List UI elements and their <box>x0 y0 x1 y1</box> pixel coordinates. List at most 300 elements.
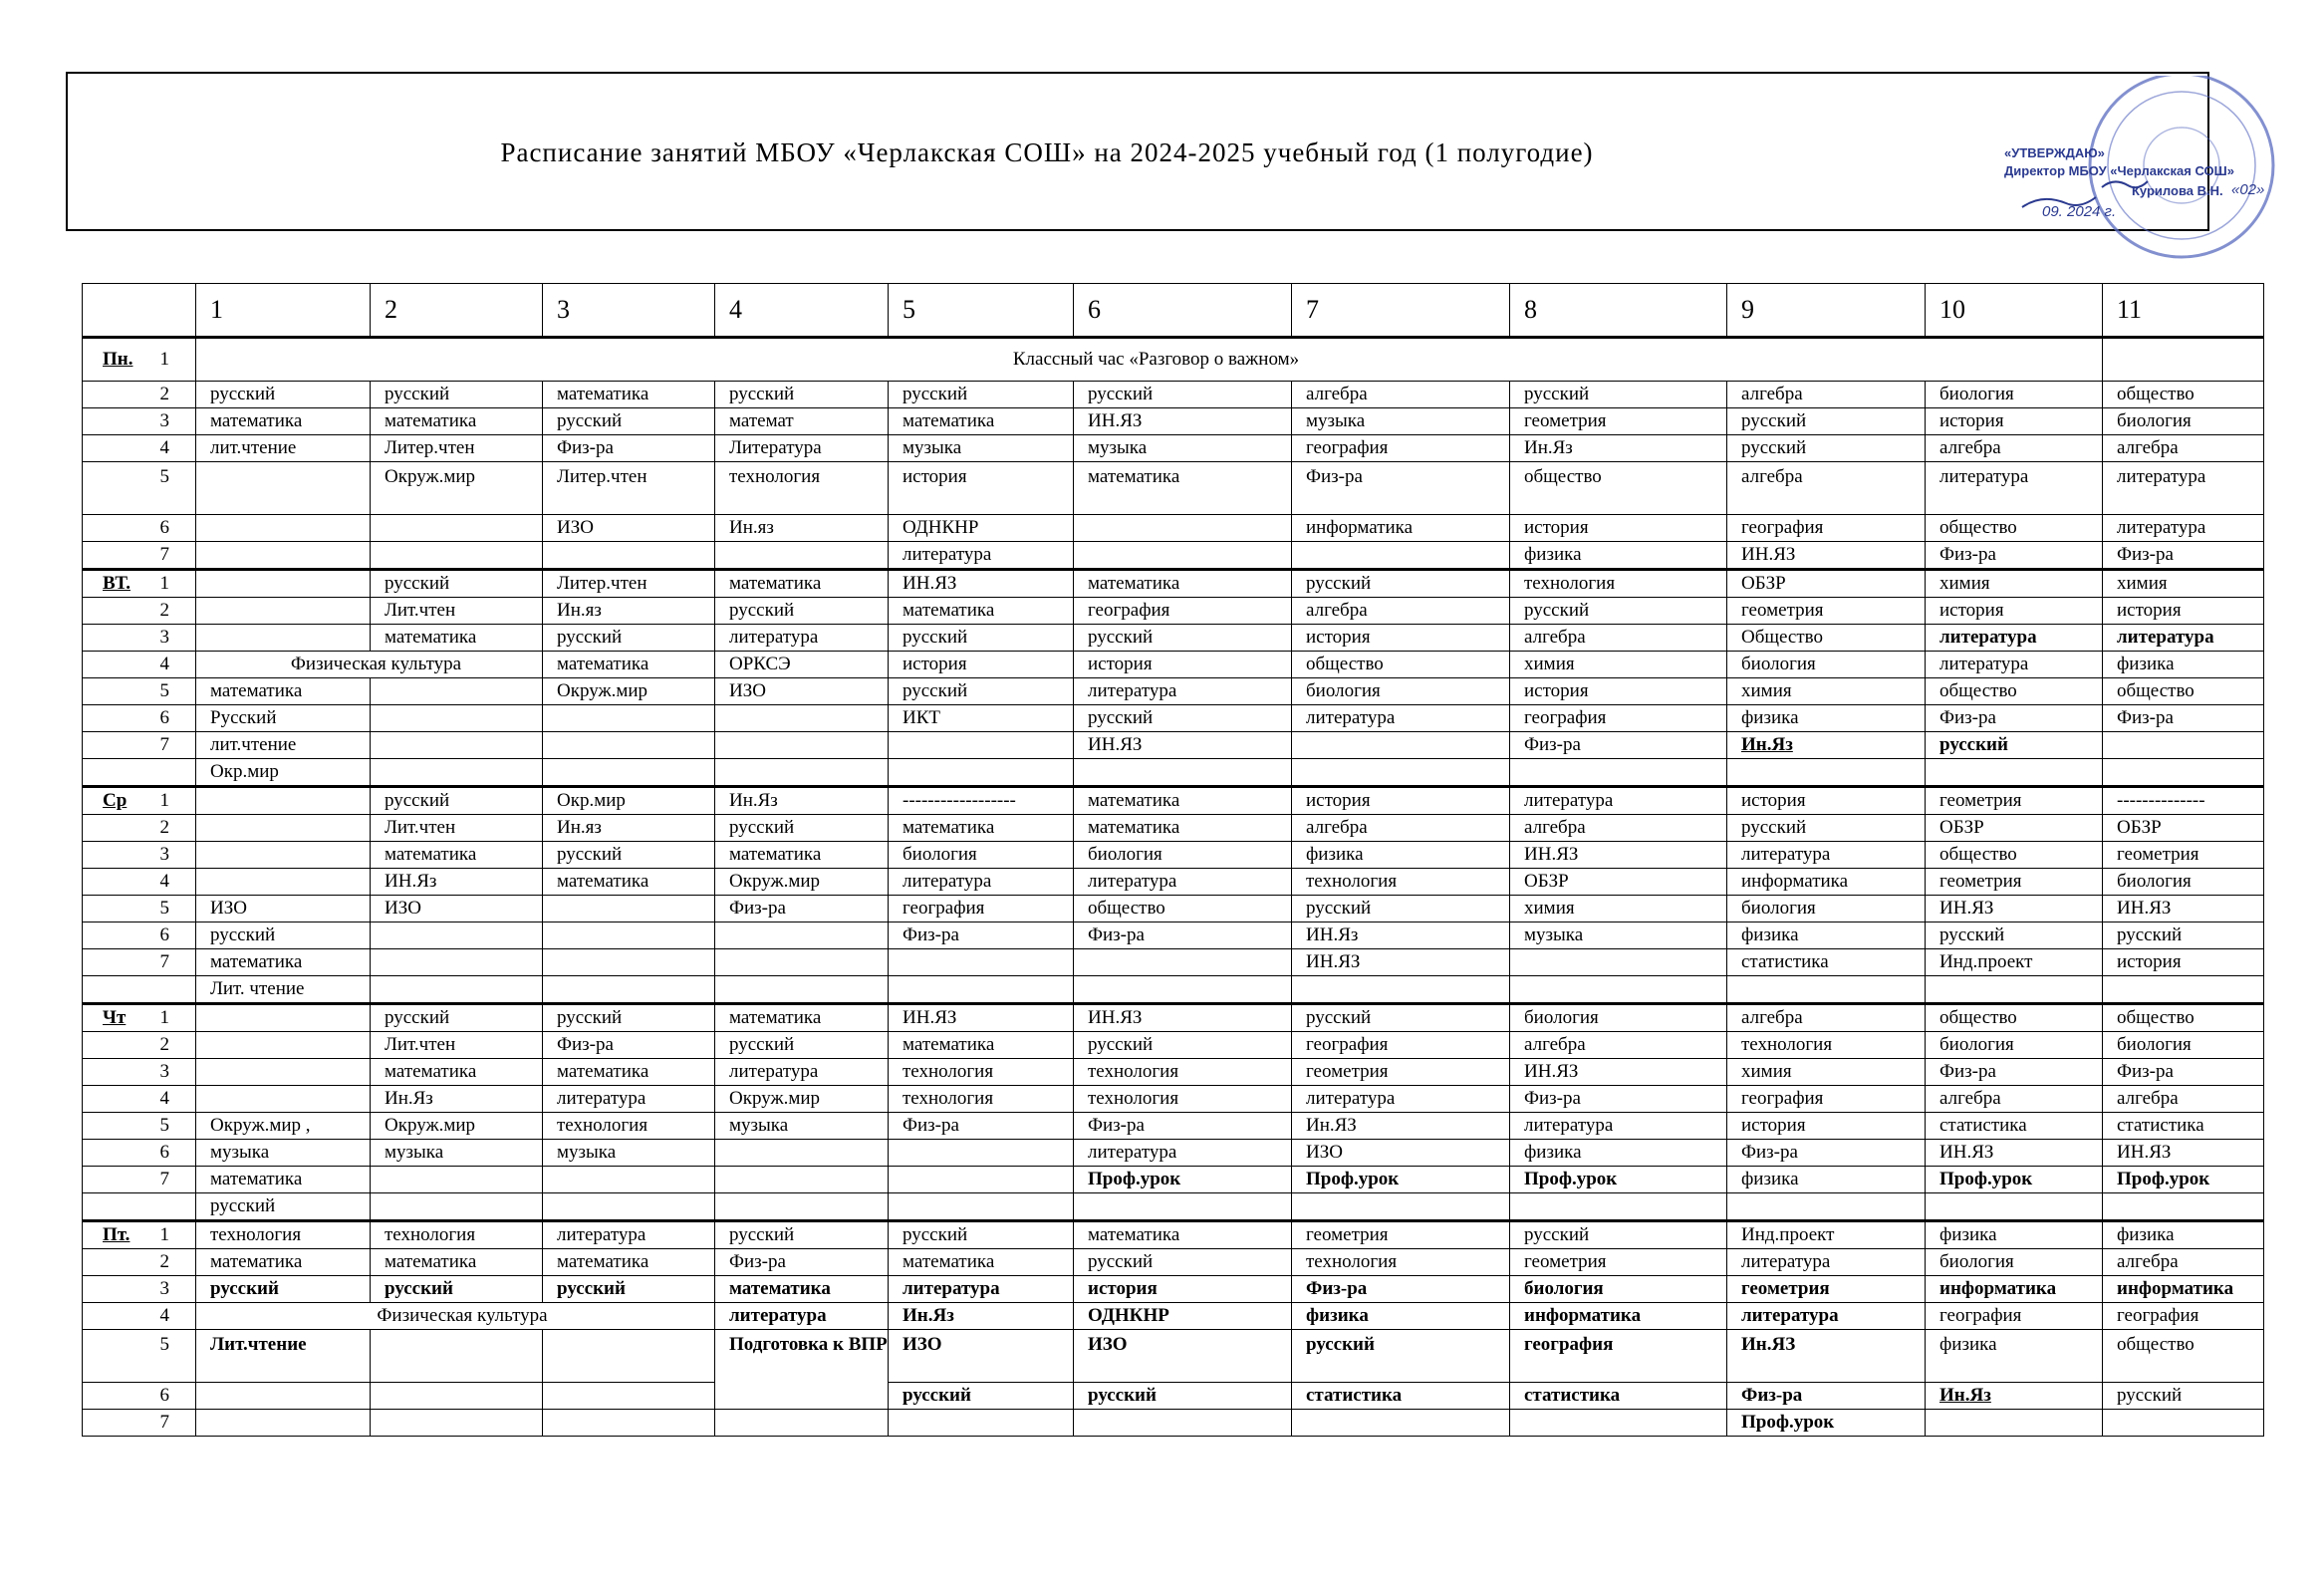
schedule-cell <box>1292 1410 1510 1437</box>
schedule-cell <box>196 787 371 815</box>
schedule-cell: математ <box>715 408 889 435</box>
lesson-number-cell <box>83 1303 196 1330</box>
lesson-number-cell <box>83 759 196 787</box>
schedule-cell <box>1510 1410 1727 1437</box>
schedule-cell: математика <box>371 625 543 652</box>
lesson-number: 6 <box>159 1142 169 1163</box>
schedule-cell: ОРКСЭ <box>715 652 889 678</box>
lesson-number: 6 <box>159 1385 169 1406</box>
schedule-cell: русский <box>715 1221 889 1249</box>
schedule-row <box>83 896 2264 922</box>
schedule-cell: история <box>1510 678 1727 705</box>
lesson-number: 7 <box>159 544 169 565</box>
schedule-cell <box>196 625 371 652</box>
schedule-cell: Физ-ра <box>1926 705 2103 732</box>
schedule-cell: литература <box>715 625 889 652</box>
schedule-cell: -------------- <box>2103 787 2264 815</box>
schedule-cell: ИН.ЯЗ <box>1926 896 2103 922</box>
schedule-cell <box>1727 976 1926 1004</box>
schedule-cell: Ин.Яз <box>715 787 889 815</box>
schedule-cell: география <box>1292 1032 1510 1059</box>
schedule-cell: русский <box>889 1383 1074 1410</box>
lesson-number: 4 <box>159 871 169 892</box>
lesson-number-cell <box>83 1410 196 1437</box>
lesson-number-cell <box>83 1032 196 1059</box>
schedule-cell: Окр.мир <box>196 759 371 787</box>
schedule-cell: русский <box>1510 598 1727 625</box>
schedule-cell: география <box>1727 1086 1926 1113</box>
schedule-cell: статистика <box>1926 1113 2103 1140</box>
schedule-cell: математика <box>1074 462 1292 515</box>
schedule-cell <box>1074 1193 1292 1221</box>
schedule-cell: физика <box>1292 1303 1510 1330</box>
schedule-cell: математика <box>715 842 889 869</box>
lesson-number: 6 <box>159 924 169 945</box>
schedule-cell: русский <box>1074 1032 1292 1059</box>
schedule-cell: алгебра <box>1510 815 1727 842</box>
schedule-cell <box>543 759 715 787</box>
lesson-number-cell <box>83 408 196 435</box>
schedule-cell: информатика <box>1727 869 1926 896</box>
schedule-cell: русский <box>1292 1004 1510 1032</box>
schedule-cell: литература <box>889 542 1074 570</box>
schedule-cell: математика <box>715 1004 889 1032</box>
schedule-cell <box>196 869 371 896</box>
schedule-cell: русский <box>715 1032 889 1059</box>
schedule-cell: ИЗО <box>543 515 715 542</box>
schedule-cell: музыка <box>889 435 1074 462</box>
schedule-cell: литература <box>543 1221 715 1249</box>
lesson-number: 7 <box>159 951 169 972</box>
schedule-cell: русский <box>543 842 715 869</box>
schedule-cell <box>196 1410 371 1437</box>
schedule-cell: ОБЗР <box>1727 570 1926 598</box>
schedule-cell: математика <box>1074 815 1292 842</box>
schedule-cell: русский <box>1292 1330 1510 1383</box>
lesson-number: 5 <box>159 680 169 701</box>
schedule-cell: математика <box>889 598 1074 625</box>
schedule-row <box>83 1383 2264 1410</box>
schedule-row <box>83 678 2264 705</box>
schedule-cell <box>1510 759 1727 787</box>
schedule-cell: Физ-ра <box>889 922 1074 949</box>
schedule-cell: Проф.урок <box>1074 1167 1292 1193</box>
schedule-cell: физика <box>1510 542 1727 570</box>
lesson-number-cell <box>83 1086 196 1113</box>
schedule-cell: биология <box>2103 408 2264 435</box>
schedule-cell: технология <box>1510 570 1727 598</box>
schedule-cell: геометрия <box>1510 408 1727 435</box>
lesson-number-cell <box>83 1113 196 1140</box>
schedule-cell: информатика <box>1926 1276 2103 1303</box>
schedule-cell: история <box>1727 1113 1926 1140</box>
schedule-cell: география <box>1074 598 1292 625</box>
lesson-number-cell <box>83 678 196 705</box>
schedule-cell: физика <box>2103 652 2264 678</box>
schedule-cell: математика <box>196 678 371 705</box>
schedule-cell: технология <box>1074 1059 1292 1086</box>
corner-cell <box>83 284 196 338</box>
schedule-cell: биология <box>1292 678 1510 705</box>
lesson-number: 1 <box>159 1224 169 1245</box>
schedule-cell <box>1510 949 1727 976</box>
schedule-cell <box>1926 1193 2103 1221</box>
schedule-row <box>83 1032 2264 1059</box>
schedule-cell: общество <box>1292 652 1510 678</box>
schedule-cell: биология <box>1074 842 1292 869</box>
schedule-cell: музыка <box>543 1140 715 1167</box>
schedule-cell <box>196 542 371 570</box>
schedule-cell <box>1727 1193 1926 1221</box>
schedule-cell: геометрия <box>1926 869 2103 896</box>
schedule-cell: математика <box>543 382 715 408</box>
lesson-number: 1 <box>159 1007 169 1028</box>
schedule-cell: физика <box>1727 1167 1926 1193</box>
schedule-cell <box>2103 759 2264 787</box>
schedule-cell: Проф.урок <box>1292 1167 1510 1193</box>
schedule-row <box>83 625 2264 652</box>
schedule-cell <box>196 515 371 542</box>
schedule-cell: алгебра <box>1510 1032 1727 1059</box>
schedule-cell: физика <box>1926 1221 2103 1249</box>
schedule-cell: статистика <box>1727 949 1926 976</box>
schedule-cell: ИЗО <box>196 896 371 922</box>
schedule-cell: математика <box>371 1249 543 1276</box>
schedule-cell: Окруж.мир <box>371 462 543 515</box>
schedule-cell: литература <box>1727 842 1926 869</box>
schedule-cell: информатика <box>1510 1303 1727 1330</box>
lesson-number-cell <box>83 382 196 408</box>
schedule-cell <box>543 1193 715 1221</box>
schedule-cell: Окруж.мир <box>371 1113 543 1140</box>
schedule-cell: русский <box>1727 435 1926 462</box>
schedule-cell: литература <box>715 1059 889 1086</box>
schedule-cell: литература <box>2103 515 2264 542</box>
lesson-number-cell <box>83 705 196 732</box>
pe-merged-cell: Физическая культура <box>196 652 543 678</box>
lesson-number: 5 <box>159 466 169 487</box>
lesson-number-cell <box>83 1221 196 1249</box>
lesson-number: 3 <box>159 627 169 648</box>
schedule-cell: литература <box>1926 652 2103 678</box>
schedule-cell <box>889 949 1074 976</box>
lesson-number: 2 <box>159 600 169 621</box>
schedule-row <box>83 949 2264 976</box>
grade-header: 4 <box>715 284 889 338</box>
schedule-cell <box>715 1167 889 1193</box>
grade-header: 6 <box>1074 284 1292 338</box>
schedule-cell: история <box>1292 787 1510 815</box>
schedule-cell <box>2103 1410 2264 1437</box>
schedule-cell: русский <box>1510 382 1727 408</box>
schedule-cell <box>889 759 1074 787</box>
schedule-row <box>83 705 2264 732</box>
schedule-cell: русский <box>1074 382 1292 408</box>
schedule-cell: ОДНКНР <box>889 515 1074 542</box>
schedule-cell: литература <box>715 1303 889 1330</box>
schedule-cell: технология <box>889 1086 1074 1113</box>
schedule-cell: Лит.чтен <box>371 815 543 842</box>
schedule-row <box>83 1086 2264 1113</box>
schedule-cell: ИН.Яз <box>371 869 543 896</box>
lesson-number-cell <box>83 652 196 678</box>
lesson-number: 2 <box>159 817 169 838</box>
schedule-cell <box>196 815 371 842</box>
schedule-cell: музыка <box>715 1113 889 1140</box>
schedule-cell: литература <box>1510 787 1727 815</box>
schedule-cell: русский <box>371 787 543 815</box>
schedule-cell <box>543 896 715 922</box>
schedule-cell <box>371 732 543 759</box>
schedule-cell: русский <box>1074 1383 1292 1410</box>
schedule-cell: ------------------ <box>889 787 1074 815</box>
schedule-cell: алгебра <box>1926 1086 2103 1113</box>
schedule-cell: ИН.ЯЗ <box>1727 542 1926 570</box>
schedule-cell <box>196 1086 371 1113</box>
grade-header: 11 <box>2103 284 2264 338</box>
schedule-cell <box>543 1167 715 1193</box>
schedule-cell: Ин.Яз <box>1926 1383 2103 1410</box>
schedule-cell <box>1292 1193 1510 1221</box>
schedule-cell: физика <box>1727 922 1926 949</box>
schedule-cell: Ин.Яз <box>1727 732 1926 759</box>
lesson-number: 3 <box>159 1061 169 1082</box>
schedule-cell: ИН.ЯЗ <box>1074 732 1292 759</box>
schedule-cell: Литер.чтен <box>543 570 715 598</box>
schedule-cell: алгебра <box>2103 1086 2264 1113</box>
schedule-cell: ИЗО <box>1292 1140 1510 1167</box>
schedule-cell <box>715 759 889 787</box>
schedule-row <box>83 1276 2264 1303</box>
schedule-cell: литература <box>543 1086 715 1113</box>
lesson-number: 3 <box>159 844 169 865</box>
schedule-cell <box>2103 732 2264 759</box>
schedule-cell: физика <box>1727 705 1926 732</box>
schedule-cell: статистика <box>2103 1113 2264 1140</box>
schedule-cell <box>889 732 1074 759</box>
schedule-cell: русский <box>889 1221 1074 1249</box>
schedule-cell: информатика <box>1292 515 1510 542</box>
schedule-cell: музыка <box>196 1140 371 1167</box>
schedule-cell: математика <box>889 408 1074 435</box>
schedule-row <box>83 1330 2264 1383</box>
schedule-row <box>83 652 2264 678</box>
schedule-cell: биология <box>1926 382 2103 408</box>
schedule-cell: алгебра <box>1727 382 1926 408</box>
schedule-cell <box>371 1410 543 1437</box>
schedule-row <box>83 1004 2264 1032</box>
schedule-cell <box>543 1383 715 1410</box>
schedule-row <box>83 570 2264 598</box>
schedule-cell: русский <box>1926 732 2103 759</box>
schedule-cell: Окр.мир <box>543 787 715 815</box>
schedule-cell: Инд.проект <box>1727 1221 1926 1249</box>
schedule-row <box>83 1221 2264 1249</box>
grades-header-row <box>83 284 2264 338</box>
schedule-cell: ИН.ЯЗ <box>889 570 1074 598</box>
lesson-number-cell <box>83 625 196 652</box>
schedule-row <box>83 1303 2264 1330</box>
schedule-cell <box>1292 976 1510 1004</box>
schedule-cell: литература <box>1727 1249 1926 1276</box>
schedule-cell: Литература <box>715 435 889 462</box>
schedule-cell: география <box>1510 705 1727 732</box>
schedule-cell: биология <box>1510 1004 1727 1032</box>
schedule-cell: Физ-ра <box>1926 1059 2103 1086</box>
schedule-cell: Подготовка к ВПР <box>715 1330 889 1410</box>
schedule-cell <box>1727 759 1926 787</box>
lesson-number-cell <box>83 1059 196 1086</box>
schedule-cell: математика <box>889 1249 1074 1276</box>
lesson-number: 6 <box>159 517 169 538</box>
schedule-cell: Физ-ра <box>1727 1140 1926 1167</box>
lesson-number: 2 <box>159 1251 169 1272</box>
schedule-cell <box>371 949 543 976</box>
schedule-cell: биология <box>2103 869 2264 896</box>
schedule-cell: химия <box>1727 1059 1926 1086</box>
schedule-cell: Инд.проект <box>1926 949 2103 976</box>
schedule-cell: Ин.ЯЗ <box>1292 1113 1510 1140</box>
schedule-row <box>83 1249 2264 1276</box>
schedule-cell: математика <box>889 1032 1074 1059</box>
schedule-cell: русский <box>889 382 1074 408</box>
schedule-cell: биология <box>1727 896 1926 922</box>
schedule-cell: технология <box>1292 869 1510 896</box>
schedule-cell <box>371 1330 543 1383</box>
schedule-cell <box>715 705 889 732</box>
schedule-cell <box>1926 759 2103 787</box>
schedule-cell: ИКТ <box>889 705 1074 732</box>
lesson-number-cell <box>83 922 196 949</box>
stamp-day-text: «02» <box>2231 181 2265 198</box>
schedule-row <box>83 1410 2264 1437</box>
schedule-cell <box>715 1193 889 1221</box>
schedule-cell: литература <box>1292 1086 1510 1113</box>
schedule-cell: музыка <box>1292 408 1510 435</box>
schedule-cell: русский <box>196 382 371 408</box>
lesson-number-cell <box>83 1330 196 1383</box>
schedule-cell: физика <box>1292 842 1510 869</box>
schedule-cell: биология <box>889 842 1074 869</box>
schedule-cell: физика <box>1926 1330 2103 1383</box>
schedule-row <box>83 842 2264 869</box>
schedule-cell: литература <box>1926 625 2103 652</box>
schedule-cell <box>2103 1193 2264 1221</box>
grade-header: 7 <box>1292 284 1510 338</box>
schedule-cell: русский <box>715 815 889 842</box>
lesson-number-cell <box>83 815 196 842</box>
schedule-cell: география <box>2103 1303 2264 1330</box>
schedule-row <box>83 1059 2264 1086</box>
schedule-cell <box>196 570 371 598</box>
schedule-cell: технология <box>715 462 889 515</box>
schedule-cell: геометрия <box>1292 1221 1510 1249</box>
grade-header: 10 <box>1926 284 2103 338</box>
schedule-row <box>83 382 2264 408</box>
lesson-number: 4 <box>159 1088 169 1109</box>
schedule-cell: алгебра <box>1510 625 1727 652</box>
schedule-cell <box>715 542 889 570</box>
schedule-cell: литература <box>1292 705 1510 732</box>
schedule-row <box>83 787 2264 815</box>
schedule-cell: музыка <box>1510 922 1727 949</box>
lesson-number: 5 <box>159 1334 169 1355</box>
schedule-row <box>83 976 2264 1004</box>
schedule-row <box>83 815 2264 842</box>
schedule-cell: Ин.яз <box>543 815 715 842</box>
day-label: Чт <box>103 1007 127 1028</box>
schedule-cell: история <box>2103 949 2264 976</box>
schedule-cell <box>371 705 543 732</box>
schedule-cell <box>543 732 715 759</box>
lesson-number: 3 <box>159 1278 169 1299</box>
schedule-cell: история <box>889 652 1074 678</box>
lesson-number: 1 <box>159 573 169 594</box>
lesson-number-cell <box>83 732 196 759</box>
schedule-cell: ИН.ЯЗ <box>889 1004 1074 1032</box>
schedule-cell: русский <box>1074 705 1292 732</box>
schedule-cell: Ин.яз <box>543 598 715 625</box>
schedule-cell: геометрия <box>1926 787 2103 815</box>
schedule-cell <box>889 1167 1074 1193</box>
grade-header: 2 <box>371 284 543 338</box>
lesson-number-cell <box>83 1276 196 1303</box>
schedule-cell: ИН.ЯЗ <box>2103 896 2264 922</box>
schedule-cell: математика <box>715 1276 889 1303</box>
schedule-row <box>83 435 2264 462</box>
schedule-cell: Физ-ра <box>1292 462 1510 515</box>
schedule-cell: технология <box>1292 1249 1510 1276</box>
schedule-cell <box>1510 1193 1727 1221</box>
lesson-number-cell <box>83 1140 196 1167</box>
schedule-cell: Физ-ра <box>1074 1113 1292 1140</box>
schedule-cell: химия <box>2103 570 2264 598</box>
schedule-cell: алгебра <box>1727 1004 1926 1032</box>
lesson-number-cell <box>83 1249 196 1276</box>
schedule-cell: литература <box>1074 1140 1292 1167</box>
schedule-cell <box>196 1032 371 1059</box>
lesson-number: 1 <box>159 349 169 370</box>
stamp-director-text: Директор МБОУ «Черлакская СОШ» <box>2004 163 2234 178</box>
schedule-cell: математика <box>371 1059 543 1086</box>
schedule-cell: математика <box>1074 570 1292 598</box>
schedule-cell: русский <box>1074 625 1292 652</box>
schedule-cell: ИН.ЯЗ <box>1510 1059 1727 1086</box>
schedule-cell <box>543 949 715 976</box>
schedule-cell: общество <box>2103 1330 2264 1383</box>
schedule-cell: история <box>1926 598 2103 625</box>
schedule-row <box>83 1113 2264 1140</box>
schedule-cell <box>543 1330 715 1383</box>
schedule-cell <box>715 732 889 759</box>
schedule-cell: Физ-ра <box>1727 1383 1926 1410</box>
lesson-number-cell <box>83 1193 196 1221</box>
schedule-cell <box>196 462 371 515</box>
schedule-cell: биология <box>2103 1032 2264 1059</box>
schedule-cell <box>543 1410 715 1437</box>
schedule-cell: география <box>1727 515 1926 542</box>
schedule-cell <box>2103 338 2264 382</box>
schedule-cell: алгебра <box>2103 1249 2264 1276</box>
lesson-number-cell <box>83 338 196 382</box>
schedule-cell: математика <box>196 949 371 976</box>
schedule-cell: Ин.Яз <box>1510 435 1727 462</box>
schedule-cell <box>543 542 715 570</box>
lesson-number: 1 <box>159 790 169 811</box>
schedule-cell: русский <box>196 922 371 949</box>
schedule-cell: информатика <box>2103 1276 2264 1303</box>
schedule-cell: ИН.ЯЗ <box>1926 1140 2103 1167</box>
